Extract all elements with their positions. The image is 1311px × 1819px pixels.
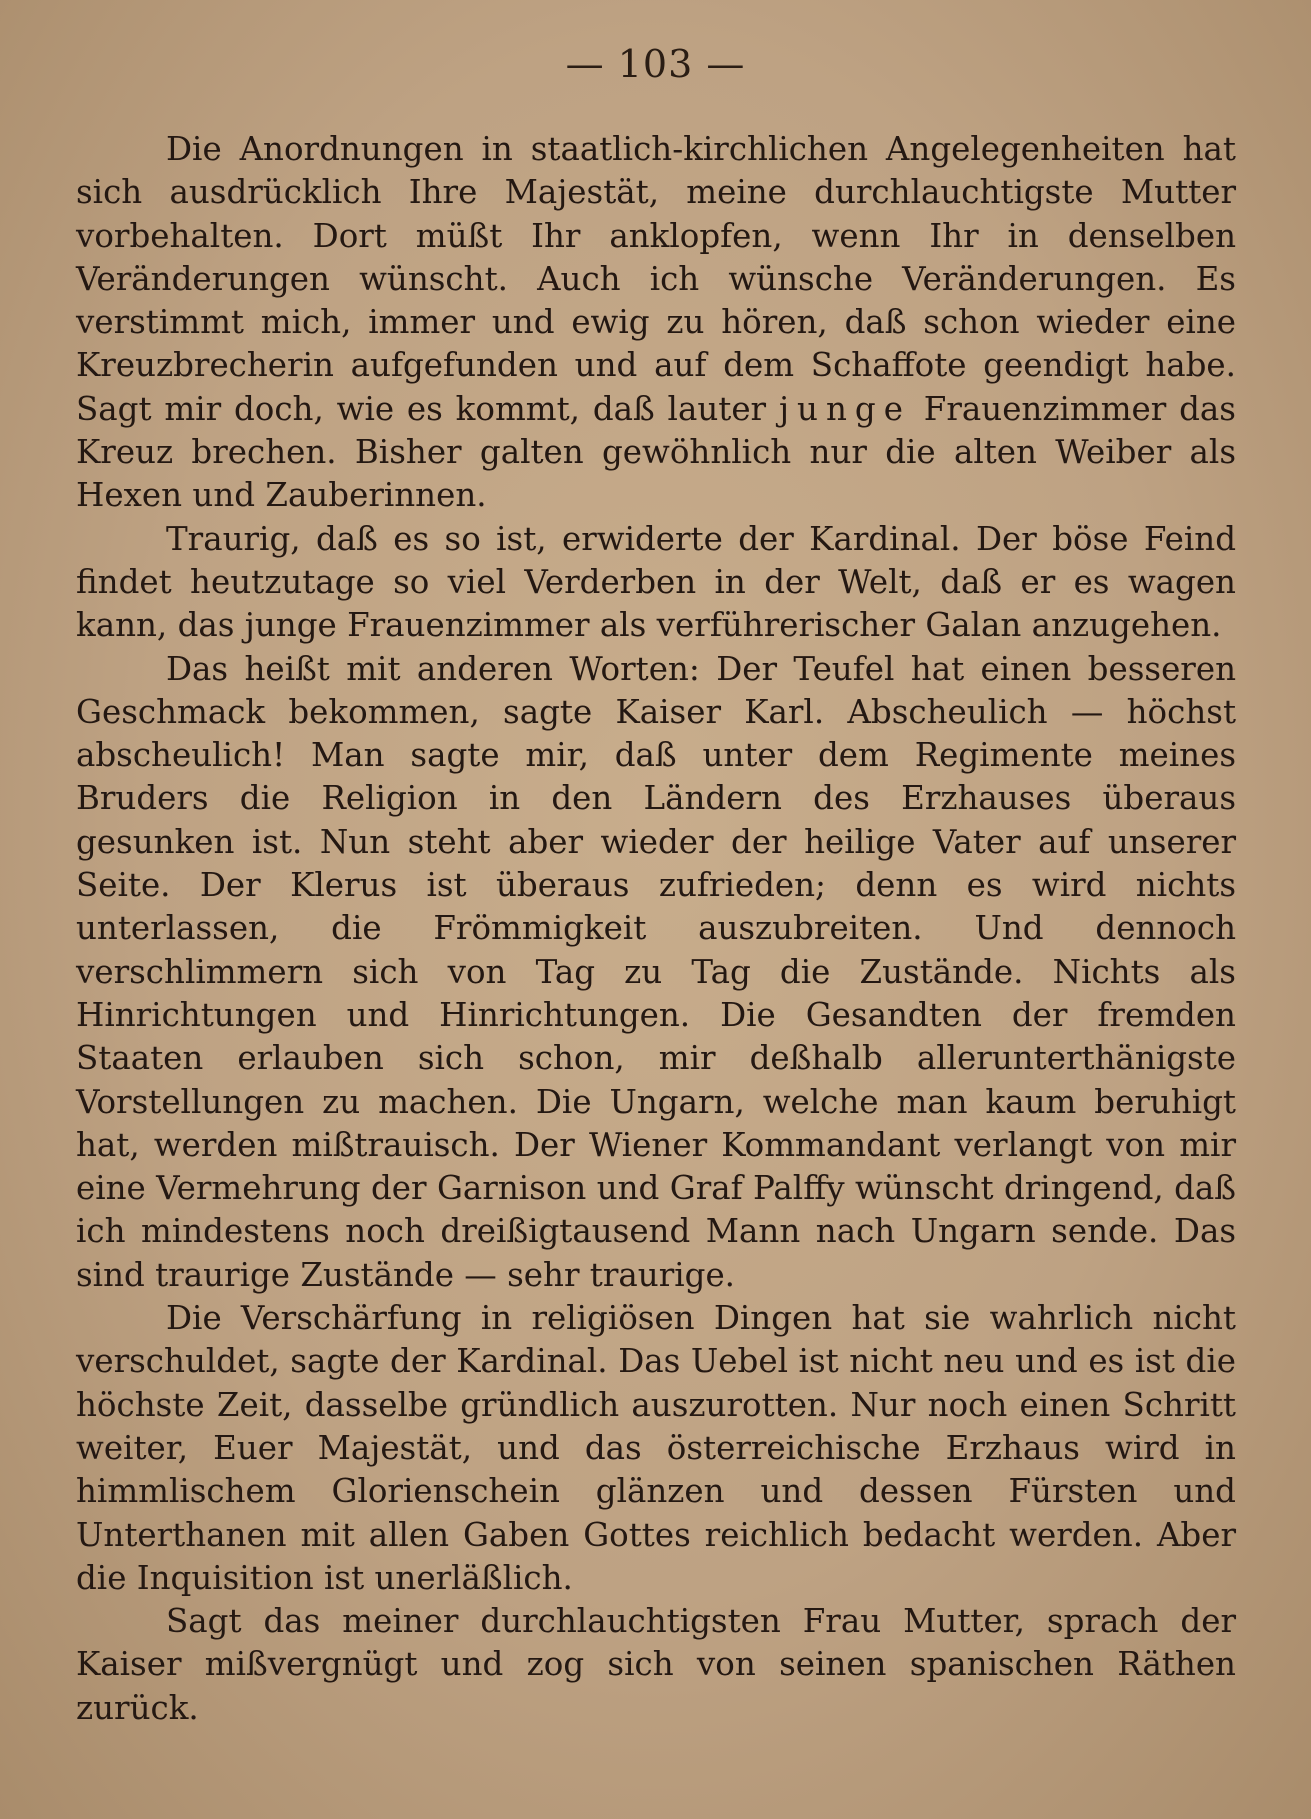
paragraph-1 <box>76 128 1236 518</box>
paragraph-1-text-before: Die Anordnungen in staatlich-kirchlichen Angelegenheiten hat sich ausdrücklich Ihre Majestät, meine durchlauchtigste Mutter vorbehalten. Dort müßt Ihr anklopfen, wenn Ihr in denselben Veränderungen wünscht. Auch ich wünsche Veränderungen. Es verstimmt mich, immer und ewig zu hören, daß schon wieder eine Kreuzbrecherin aufgefunden und auf dem Schaffote geendigt habe. Sagt mir doch, wie es kommt, daß lauter <box>76 130 1236 428</box>
paragraph-4: Die Verschärfung in religiösen Dingen hat sie wahrlich nicht verschuldet, sagte der Kardinal. Das Uebel ist nicht neu und es ist die höchste Zeit, dasselbe gründlich auszurotten. Nur noch einen Schritt weiter, Euer Majestät, und das österreichische Erzhaus wird in himmlischem Glorienschein glänzen und dessen Fürsten und Unterthanen mit allen Gaben Gottes reichlich bedacht werden. Aber die Inquisition ist unerläßlich. <box>76 1299 1236 1597</box>
paragraph-5: Sagt das meiner durchlauchtigsten Frau Mutter, sprach der Kaiser mißvergnügt und zog sich von seinen spanischen Räthen zurück. <box>76 1602 1236 1727</box>
body-text <box>76 128 1236 1730</box>
paragraph-2: Traurig, daß es so ist, erwiderte der Kardinal. Der böse Feind findet heutzutage so viel Verderben in der Welt, daß er es wagen kann, das junge Frauenzimmer als verführerischer Galan anzugehen. <box>76 519 1236 645</box>
page-number: — 103 — <box>565 42 746 86</box>
paragraph-3: Das heißt mit anderen Worten: Der Teufel hat einen besseren Geschmack bekommen, sagte Kaiser Karl. Abscheulich — höchst abscheulich! Man sagte mir, daß unter dem Regimente meines Bruders die Religion in den Ländern des Erzhauses überaus gesunken ist. Nun steht aber wieder der heilige Vater auf unserer Seite. Der Klerus ist überaus zufrieden; denn es wird nichts unterlassen, die Frömmigkeit auszubreiten. Und dennoch verschlimmern sich von Tag zu Tag die Zustände. Nichts als Hinrichtungen und Hinrichtungen. Die Gesandten der fremden Staaten erlauben sich schon, mir deßhalb allerunterthänigste Vorstellungen zu machen. Die Ungarn, welche man kaum beruhigt hat, werden mißtrauisch. Der Wiener Kommandant verlangt von mir eine Vermehrung der Garnison und Graf Palffy wünscht dringend, daß ich mindestens noch dreißigtausend Mann nach Ungarn sende. Das sind traurige Zustände — sehr traurige. <box>76 649 1236 1294</box>
emphasized-word: junge <box>778 389 911 428</box>
paragraph-1-text-after: Frauenzimmer das Kreuz brechen. Bisher galten gewöhnlich nur die alten Weiber als Hexen und Zauberinnen. <box>76 389 1236 515</box>
